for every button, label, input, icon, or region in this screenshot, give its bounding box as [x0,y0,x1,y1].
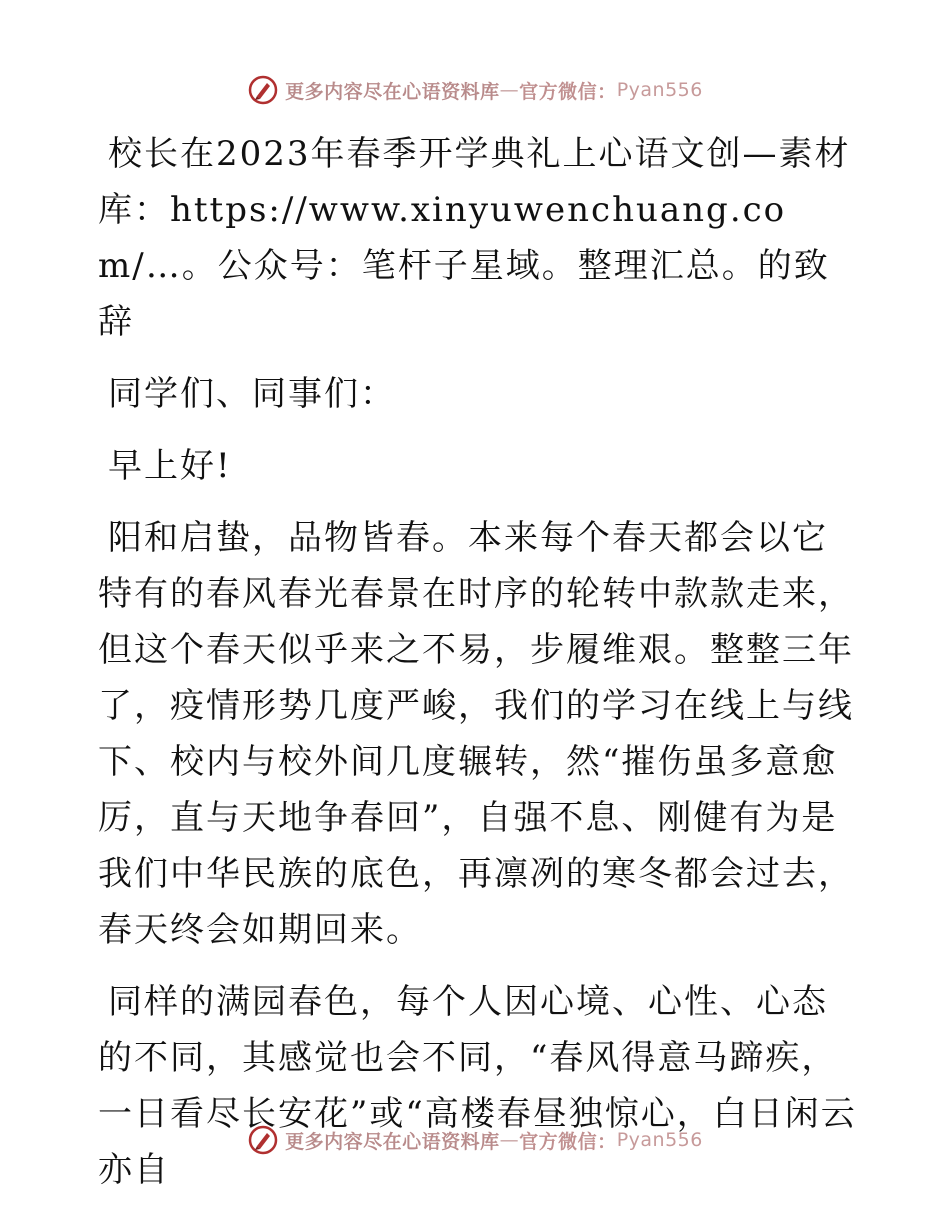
banner-separator: — [499,79,520,101]
header-watermark-banner [0,70,950,110]
banner-separator: — [499,1129,520,1151]
paragraph: 同样的满园春色，每个人因心境、心性、心态的不同，其感觉也会不同，“春风得意马蹄疾，一日看尽长安花”或“高楼春昼独惊心，白日闲云亦自 [98,982,857,1190]
banner-text: 更多内容尽在心语资料库 [285,80,500,103]
banner-wechat-label: 官方微信： [519,1130,617,1153]
pen-nib-logo-icon [247,74,279,106]
paragraph: 阳和启蛰，品物皆春。本来每个春天都会以它特有的春风春光春景在时序的轮转中款款走来，但这个春天似乎来之不易，步履维艰。整整三年了，疫情形势几度严峻，我们的学习在线上与线下、校内与校外间几度辗转，然“摧伤虽多意愈厉，直与天地争春回”，自强不息、刚健有为是我们中华民族的底色，再凛冽的寒冬都会过去，春天终会如期回来。 [98,518,854,950]
document-body [98,126,858,1214]
paragraph: 早上好! [108,446,232,486]
banner-text: 更多内容尽在心语资料库 [285,1130,500,1153]
banner-wechat-id: Pyan556 [616,1129,703,1151]
paragraph: 同学们、同事们： [108,374,396,414]
banner-wechat-label: 官方微信： [519,80,617,103]
banner-wechat-id: Pyan556 [616,79,703,101]
pen-nib-logo-icon [247,1124,279,1156]
document-title: 校长在2023年春季开学典礼上心语文创—素材库：https://www.xinyuwenchuang.com/…。公众号：笔杆子星域。整理汇总。的致辞 [98,134,851,342]
footer-watermark-banner [0,1120,950,1160]
